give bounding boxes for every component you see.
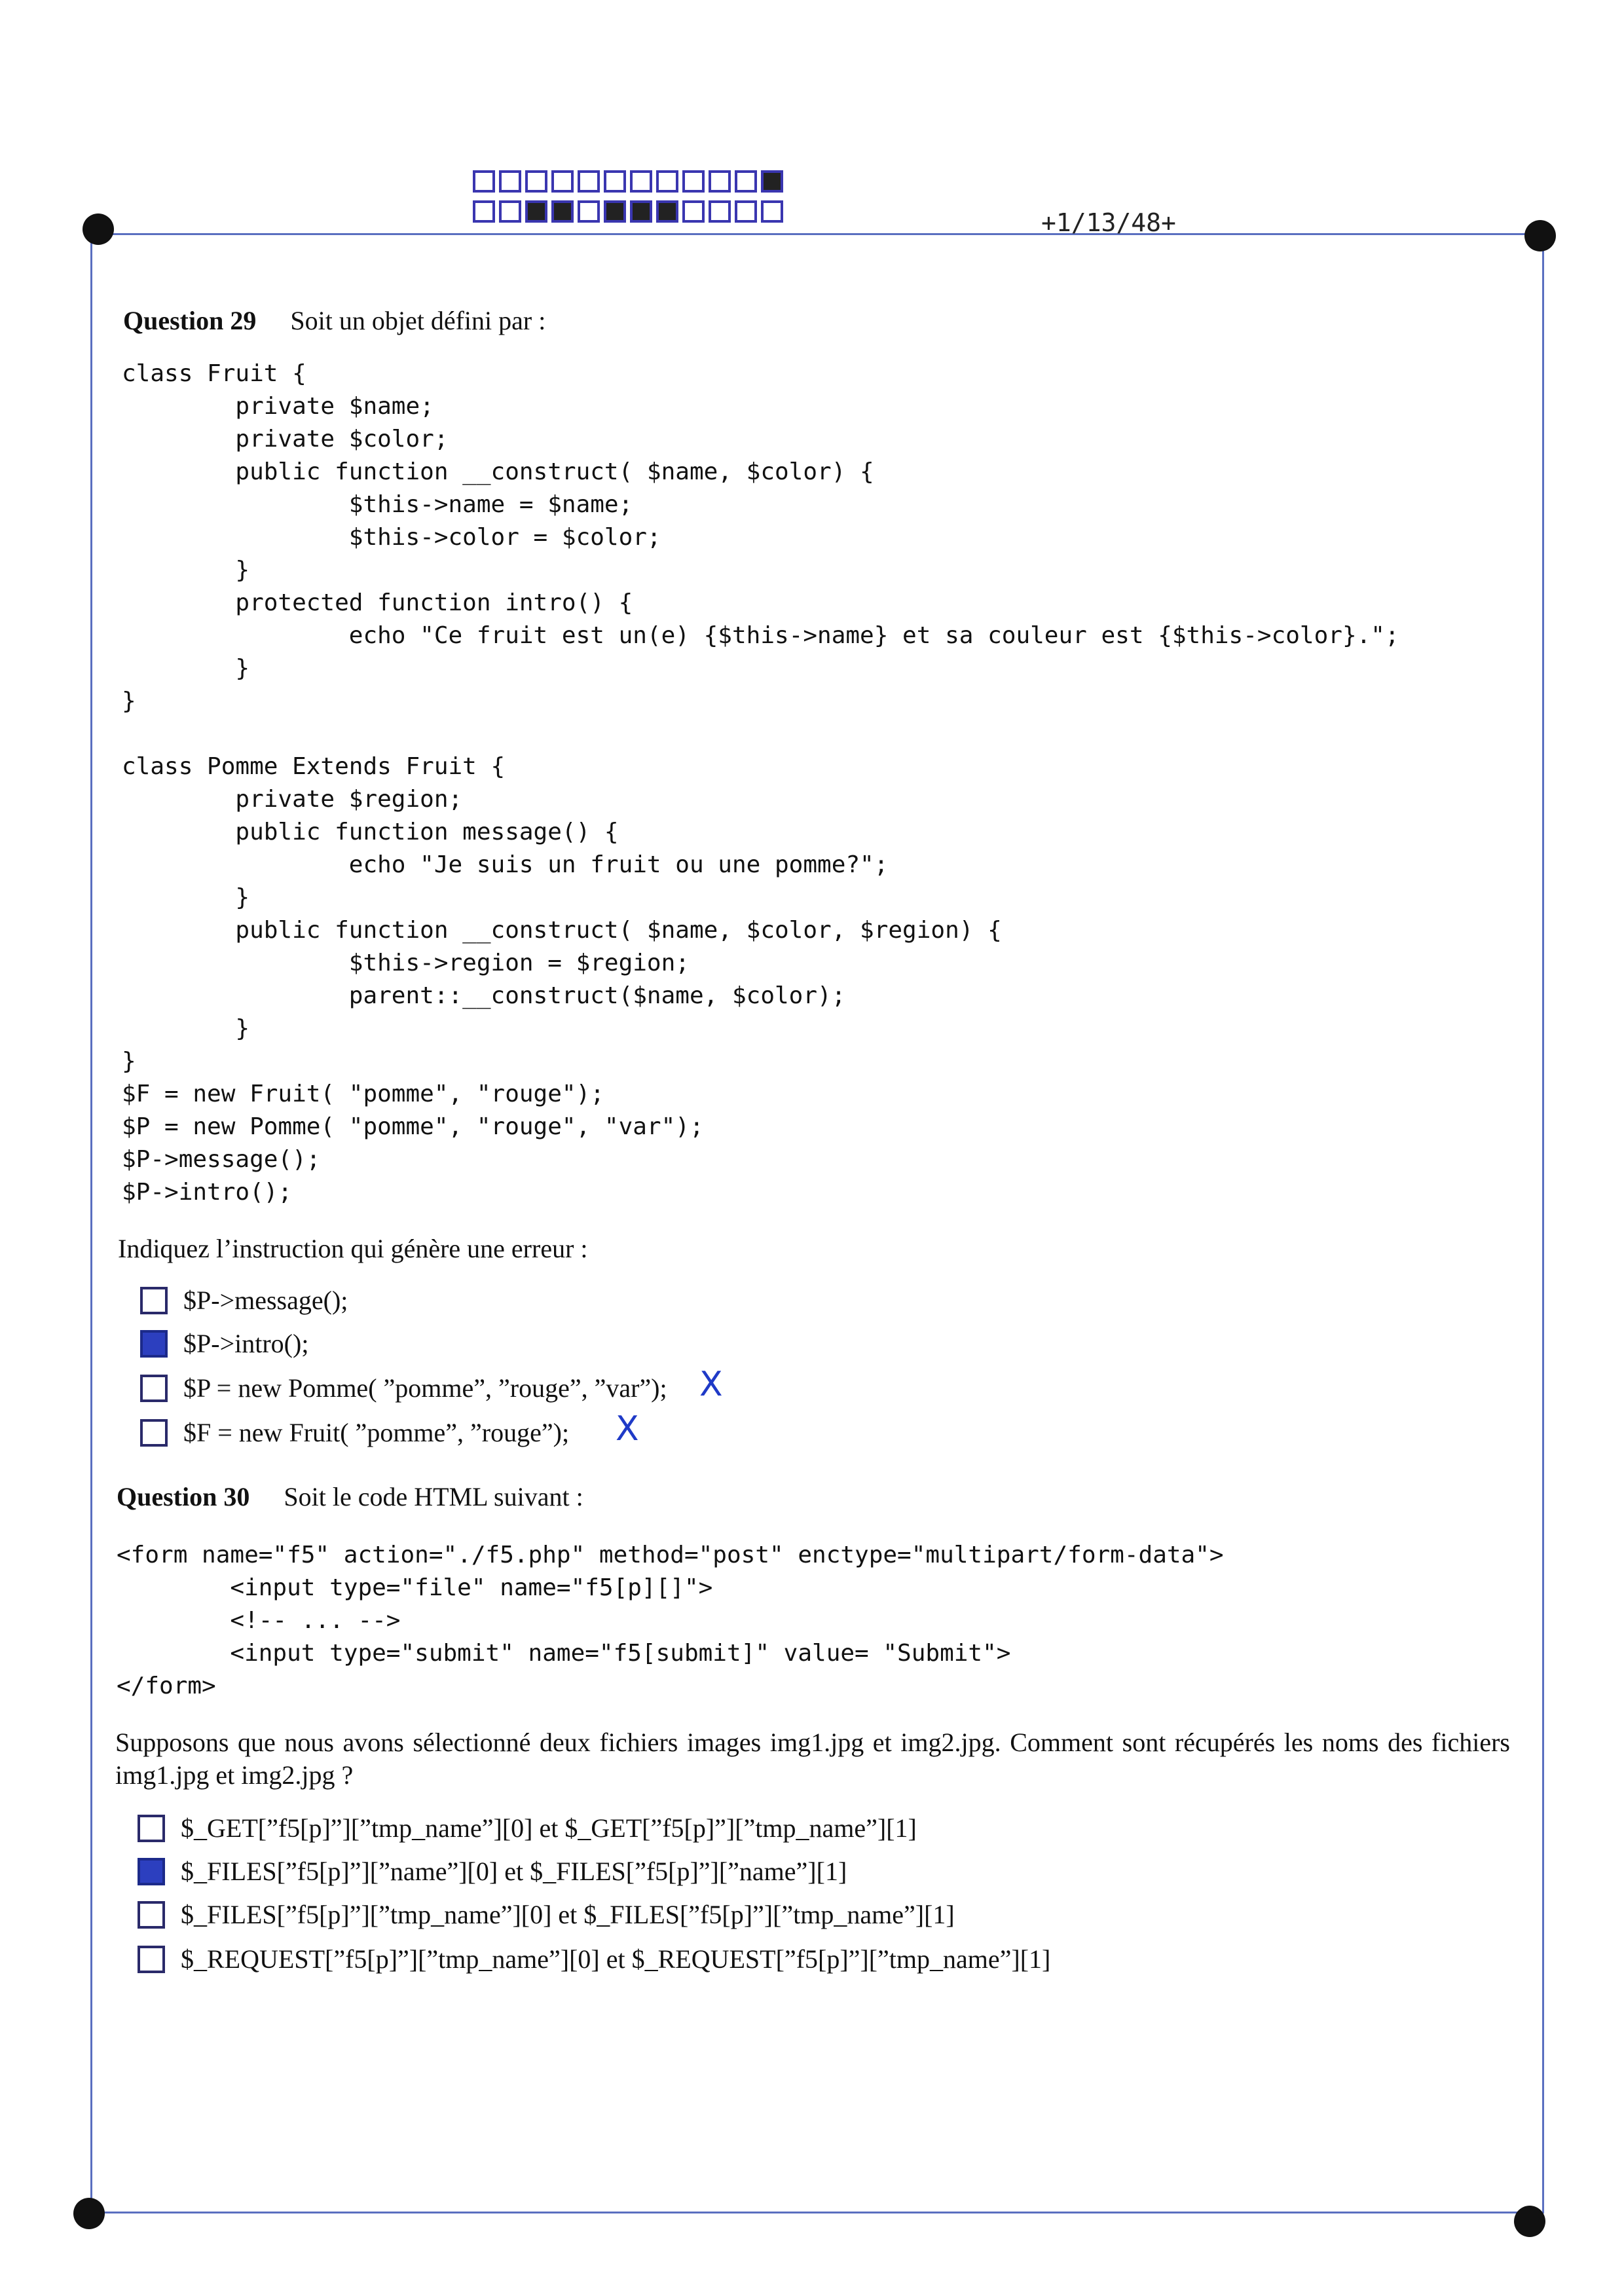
barcode-cell	[761, 170, 783, 193]
barcode-cell	[499, 200, 521, 223]
barcode-cell	[551, 200, 574, 223]
checkbox[interactable]	[140, 1287, 168, 1314]
barcode-row-1	[473, 170, 787, 193]
barcode-cell	[682, 170, 705, 193]
barcode-row-2	[473, 200, 787, 223]
barcode-cell	[578, 200, 600, 223]
barcode-cell	[525, 170, 547, 193]
question-prompt: Indiquez l’instruction qui génère une erreur :	[118, 1234, 588, 1263]
option-q29-3[interactable]	[140, 1373, 667, 1403]
barcode-cell	[604, 200, 626, 223]
barcode-cell	[761, 200, 783, 223]
code-block-php: class Fruit { private $name; private $color; public function __construct( $name, $color) { $this->name = $name; $this->color = $color; } protected function intro() { echo "Ce fruit est un(e) {$this->name} et sa couleur est {$this->color}."; } } class Pomme Extends Fruit { private $region; public function message() { echo "Je suis un fruit ou une pomme?"; } public function __construct( $name, $color, $region) { $this->region = $region; parent::__construct($name, $color); } } $F = new Fruit( "pomme", "rouge"); $P = new Pomme( "pomme", "rouge", "var"); $P->message(); $P->intro();	[122, 360, 1399, 1206]
barcode-cell	[709, 170, 731, 193]
barcode-cell	[630, 200, 652, 223]
question-intro: Soit un objet défini par :	[290, 306, 546, 335]
option-label: $F = new Fruit( ”pomme”, ”rouge”);	[183, 1418, 570, 1447]
barcode-cell	[735, 170, 757, 193]
barcode-cell	[525, 200, 547, 223]
barcode-cell	[630, 170, 652, 193]
barcode-cell	[473, 200, 495, 223]
handwritten-x-mark: X	[616, 1409, 639, 1449]
checkbox[interactable]	[138, 1815, 165, 1842]
registration-mark-top-right	[1524, 220, 1556, 251]
option-label: $_REQUEST[”f5[p]”][”tmp_name”][0] et $_REQUEST[”f5[p]”][”tmp_name”][1]	[181, 1944, 1051, 1974]
checkbox[interactable]	[140, 1375, 168, 1402]
registration-mark-bottom-right	[1514, 2206, 1545, 2237]
page-id: +1/13/48+	[1041, 208, 1176, 237]
option-q30-1[interactable]	[138, 1813, 917, 1843]
barcode-cell	[578, 170, 600, 193]
checkbox-checked[interactable]	[140, 1330, 168, 1358]
barcode-cell	[473, 170, 495, 193]
option-q30-2[interactable]	[138, 1856, 847, 1887]
option-q30-3[interactable]	[138, 1899, 955, 1930]
option-q30-4[interactable]	[138, 1944, 1050, 1974]
question-prompt: Supposons que nous avons sélectionné deux fichiers images img1.jpg et img2.jpg. Comment sont récupérés les noms des fichiers img1.jpg et img2.jpg ?	[115, 1728, 1510, 1790]
option-label: $P = new Pomme( ”pomme”, ”rouge”, ”var”);	[183, 1373, 667, 1403]
question-30-heading	[117, 1481, 583, 1512]
barcode-cell	[604, 170, 626, 193]
checkbox[interactable]	[138, 1946, 165, 1973]
barcode-cell	[735, 200, 757, 223]
option-label: $_FILES[”f5[p]”][”name”][0] et $_FILES[”f5[p]”][”name”][1]	[181, 1857, 847, 1886]
question-number: Question 29	[123, 306, 257, 335]
handwritten-x-mark: X	[699, 1365, 723, 1404]
code-block-html: <form name="f5" action="./f5.php" method="post" enctype="multipart/form-data"> <input type="file" name="f5[p][]"> <!-- ... --> <input type="submit" name="f5[submit]" value= "Submit"> </form>	[117, 1542, 1224, 1699]
barcode-cell	[551, 170, 574, 193]
option-q29-1[interactable]	[140, 1285, 348, 1316]
checkbox[interactable]	[140, 1419, 168, 1447]
checkbox-checked[interactable]	[138, 1858, 165, 1885]
checkbox[interactable]	[138, 1901, 165, 1929]
option-label: $_GET[”f5[p]”][”tmp_name”][0] et $_GET[”f5[p]”][”tmp_name”][1]	[181, 1813, 917, 1843]
registration-mark-bottom-left	[73, 2198, 105, 2229]
option-q29-4[interactable]	[140, 1417, 569, 1448]
question-intro: Soit le code HTML suivant :	[284, 1482, 583, 1511]
option-q29-2[interactable]	[140, 1328, 308, 1359]
registration-mark-top-left	[83, 213, 114, 245]
barcode-cell	[682, 200, 705, 223]
option-label: $_FILES[”f5[p]”][”tmp_name”][0] et $_FILES[”f5[p]”][”tmp_name”][1]	[181, 1900, 955, 1929]
barcode-cell	[499, 170, 521, 193]
option-label: $P->message();	[183, 1286, 348, 1315]
option-label: $P->intro();	[183, 1329, 309, 1358]
barcode-cell	[656, 170, 678, 193]
barcode-cell	[656, 200, 678, 223]
question-29-heading	[123, 305, 545, 336]
barcode-cell	[709, 200, 731, 223]
question-number: Question 30	[117, 1482, 250, 1511]
